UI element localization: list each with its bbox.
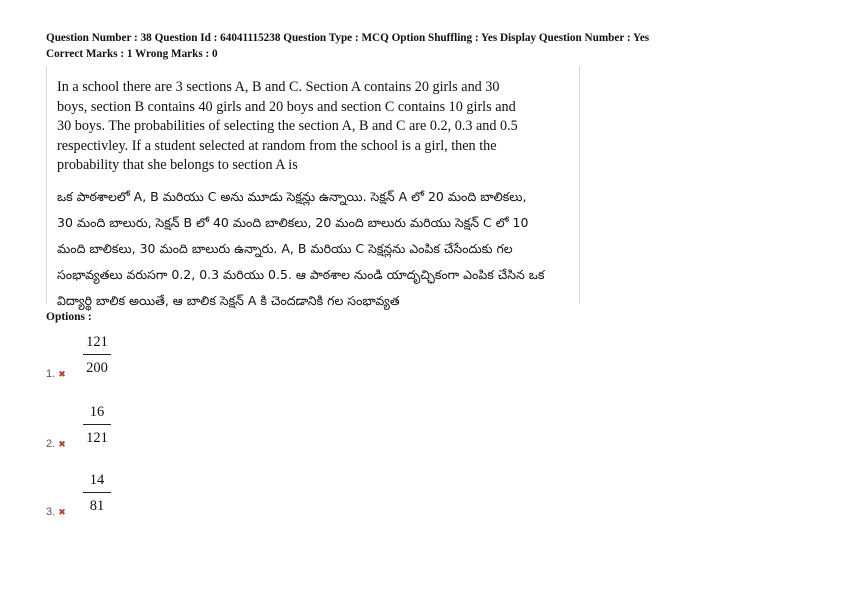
- numerator: 14: [89, 472, 105, 488]
- question-line-telugu: 30 మంది బాలురు, సెక్షన్ B లో 40 మంది బాలికలు, 20 మంది బాలురు మరియు సెక్షన్ C లో 10: [57, 215, 529, 230]
- question-line: probability that she belongs to section A is: [57, 157, 298, 173]
- fraction: [82, 472, 112, 515]
- question-text-english: [57, 78, 572, 176]
- denominator: 81: [89, 498, 105, 514]
- marks-line: Correct Marks : 1 Wrong Marks : 0: [46, 48, 218, 60]
- cross-icon: ✖: [58, 369, 66, 379]
- option-index: 1.: [46, 368, 56, 380]
- option-number: [46, 368, 66, 380]
- question-line: 30 boys. The probabilities of selecting the section A, B and C are 0.2, 0.3 and 0.5: [57, 118, 518, 134]
- fraction: [82, 334, 112, 377]
- option-number: [46, 438, 66, 450]
- option-index: 2.: [46, 438, 56, 450]
- fraction: [82, 404, 112, 447]
- question-line: In a school there are 3 sections A, B and C. Section A contains 20 girls and 30: [57, 79, 500, 95]
- options-label: Options :: [46, 311, 92, 323]
- question-meta-line: Question Number : 38 Question Id : 64041115238 Question Type : MCQ Option Shuffling : Yes Display Question Number : Yes: [46, 32, 650, 44]
- cross-icon: ✖: [58, 439, 66, 449]
- question-line-telugu: ఒక పాఠశాలలో A, B మరియు C అను మూడు సెక్షన్లు ఉన్నాయి. సెక్షన్ A లో 20 మంది బాలికలు,: [57, 189, 527, 204]
- option-index: 3.: [46, 506, 56, 518]
- question-text-telugu: [57, 184, 577, 314]
- denominator: 200: [86, 360, 108, 376]
- question-line: respectivley. If a student selected at random from the school is a girl, then the: [57, 137, 497, 154]
- question-header: [46, 30, 649, 62]
- denominator: 121: [86, 430, 108, 446]
- question-box: [46, 66, 580, 308]
- cross-icon: ✖: [58, 507, 66, 517]
- question-line-telugu: సంభావ్యతలు వరుసగా 0.2, 0.3 మరియు 0.5. ఆ పాఠశాల నుండి యాదృచ్ఛికంగా ఎంపిక చేసిన ఒక: [57, 267, 545, 282]
- option-number: [46, 506, 66, 518]
- question-line-telugu: విద్యార్థి బాలిక అయితే, ఆ బాలిక సెక్షన్ A కి చెందడానికి గల సంభావ్యత: [57, 293, 400, 308]
- numerator: 121: [86, 334, 108, 350]
- question-line: boys, section B contains 40 girls and 20 boys and section C contains 10 girls and: [57, 98, 516, 115]
- question-line-telugu: మంది బాలికలు, 30 మంది బాలురు ఉన్నారు. A, B మరియు C సెక్షన్లను ఎంపిక చేసేందుకు గల: [57, 241, 513, 256]
- numerator: 16: [89, 404, 105, 420]
